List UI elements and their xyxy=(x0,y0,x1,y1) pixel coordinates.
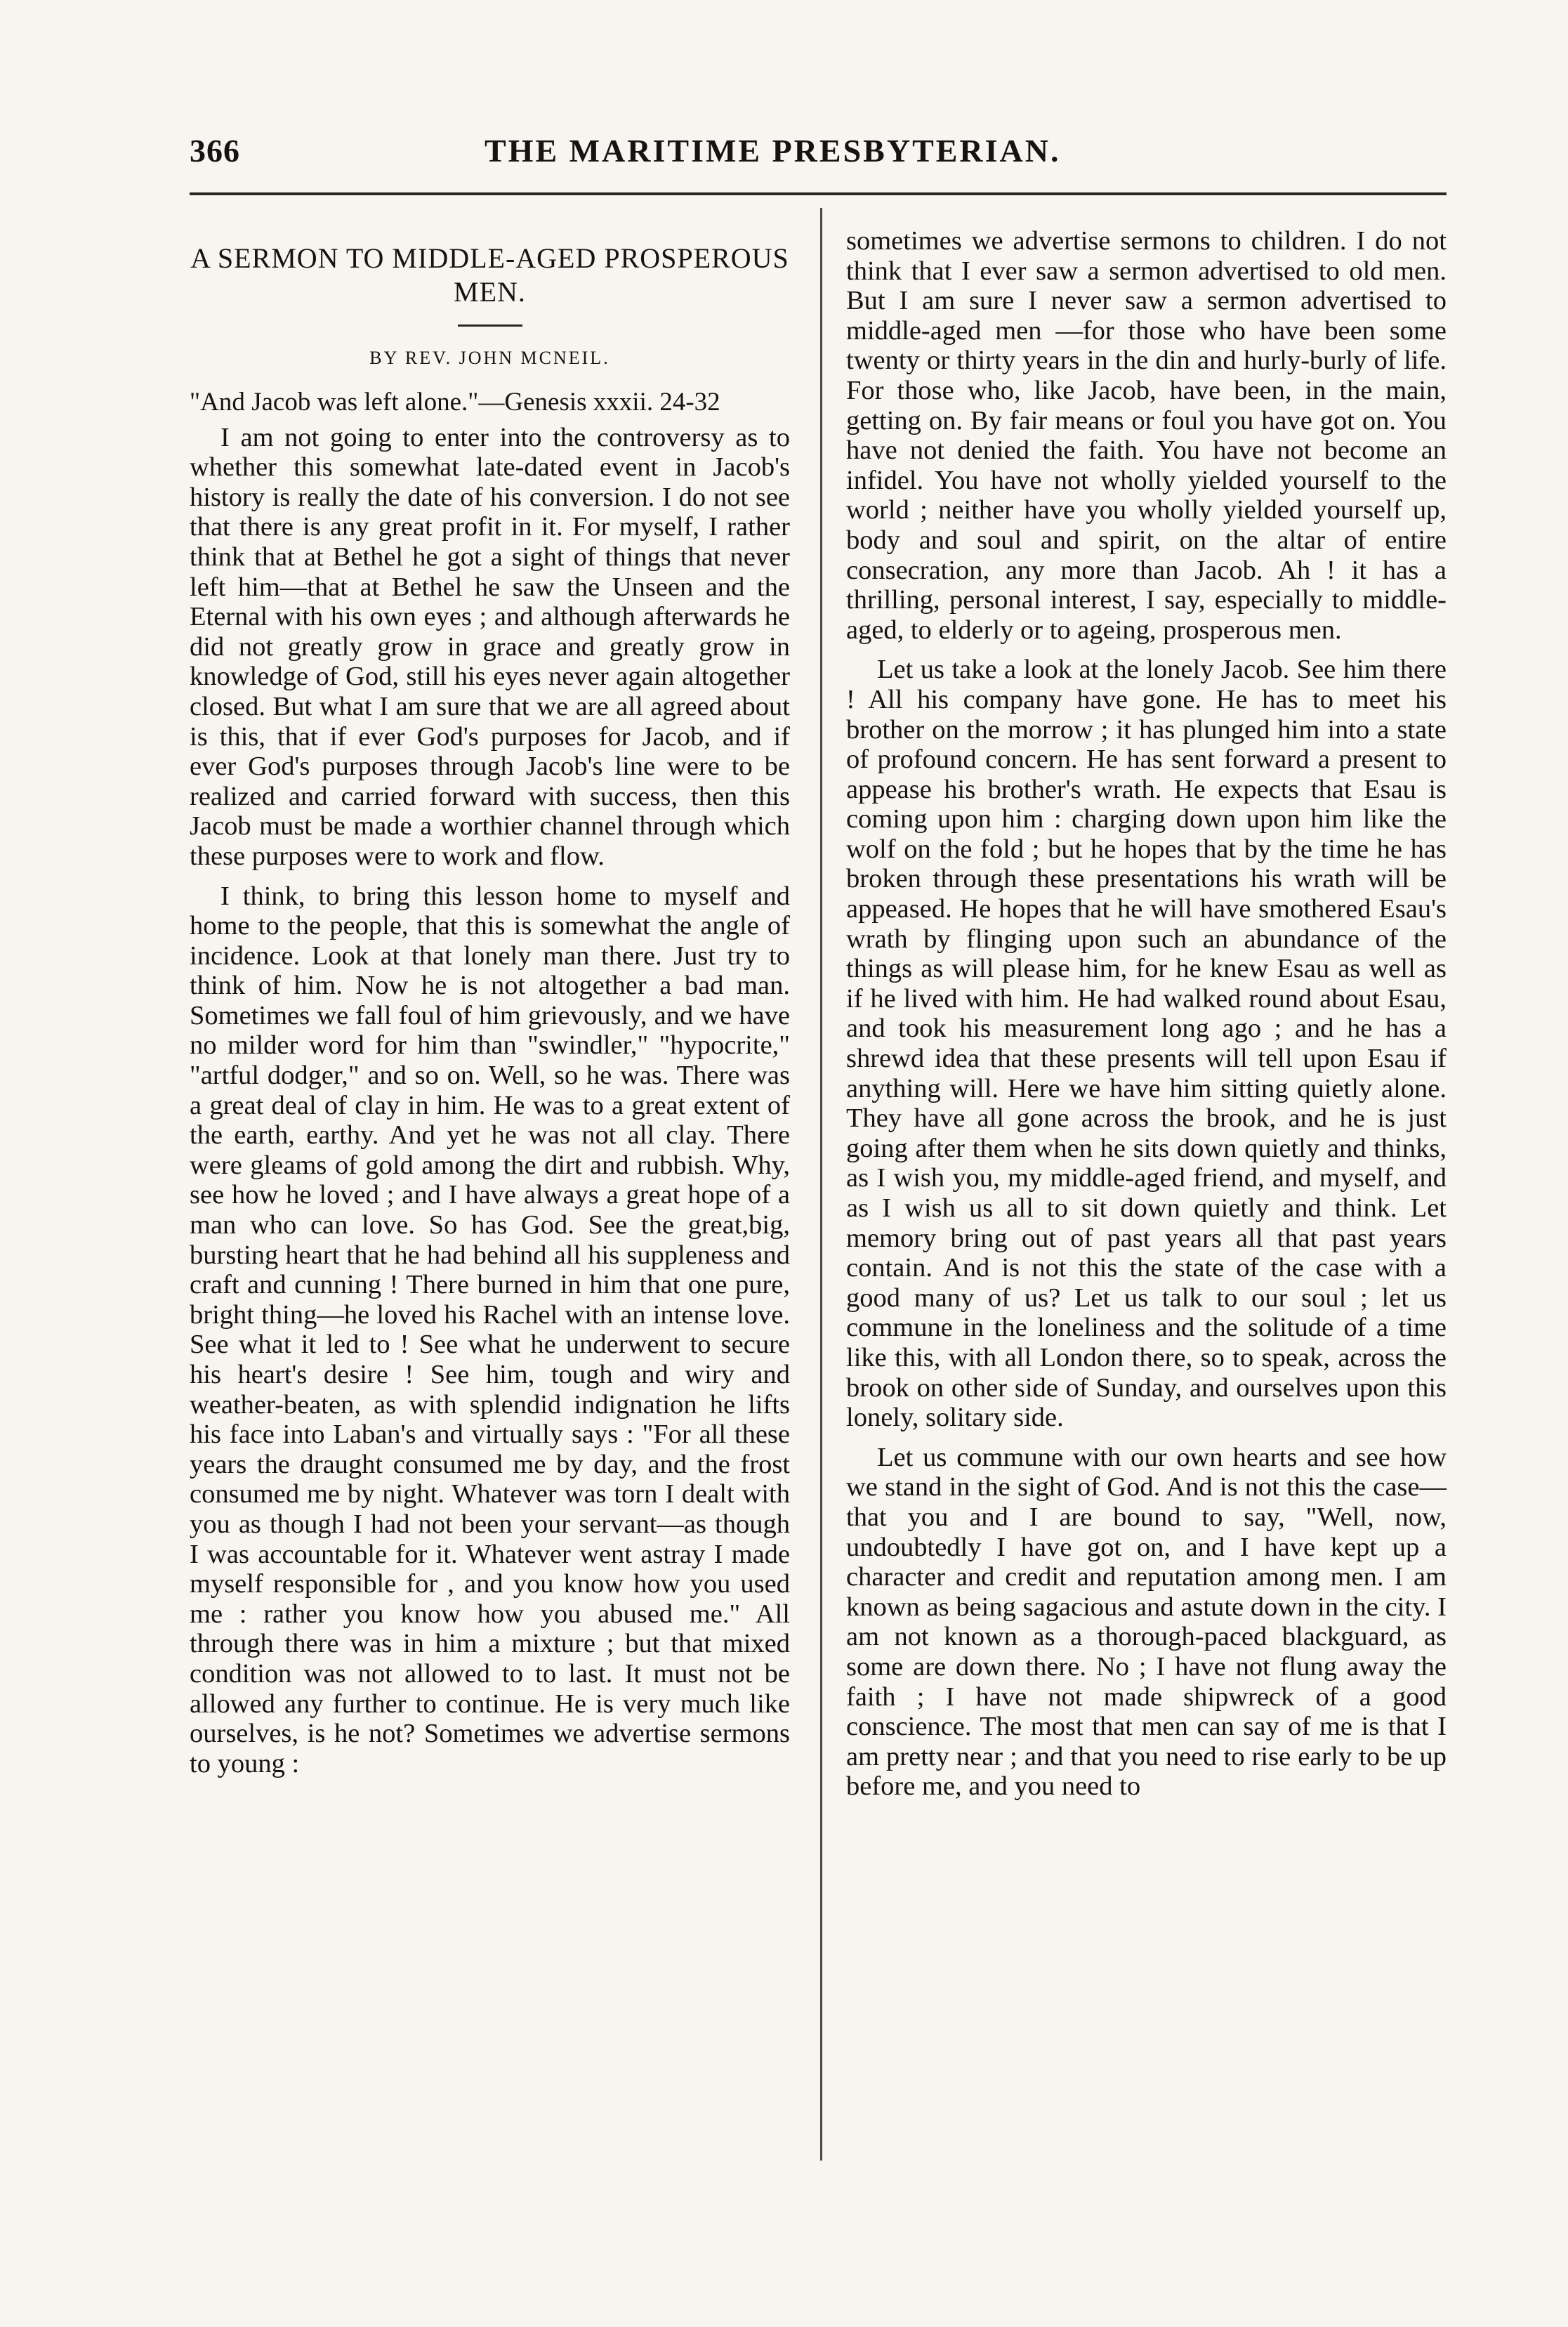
header-rule xyxy=(190,192,1447,195)
article-title: A SERMON TO MIDDLE-AGED PROSPEROUS MEN. xyxy=(190,242,789,308)
journal-title: THE MARITIME PRESBYTERIAN. xyxy=(485,133,1061,169)
left-column xyxy=(190,211,790,1778)
right-column xyxy=(846,226,1447,1802)
column-divider xyxy=(820,208,822,2161)
epigraph: "And Jacob was left alone."—Genesis xxxii. 24-32 xyxy=(190,387,720,417)
paragraph: Let us commune with our own hearts and see how we stand in the sight of God. And is not this the case—that you and I are bound to say, "Well, now, undoubtedly I have got on, and I have kept up a character and credit and reputation among men. I am known as being sagacious and astute down in the city. I am not known as a thorough-paced blackguard, as some are down there. No ; I have not flung away the faith ; I have not made shipwreck of a good conscience. The most that men can say of me is that I am pretty near ; and that you need to rise early to be up before me, and you need to xyxy=(846,1442,1447,1802)
paragraph: I think, to bring this lesson home to myself and home to the people, that this is somewhat the angle of incidence. Look at that lonely man there. Just try to think of him. Now he is not altogether a bad man. Sometimes we fall foul of him grievously, and we have no milder word for him than "swindler," "hypocrite," "artful dodger," and so on. Well, so he was. There was a great deal of clay in him. He was to a great extent of the earth, earthy. And yet he was not all clay. There were gleams of gold among the dirt and rubbish. Why, see how he loved ; and I have always a great hope of a man who can love. So has God. See the great,big, bursting heart that he had behind all his suppleness and craft and cunning ! There burned in him that one pure, bright thing—he loved his Rachel with an intense love. See what it led to ! See what he underwent to secure his heart's desire ! See him, tough and wiry and weather-beaten, as with splendid indignation he lifts his face into Laban's and virtually says : "For all these years the draught consumed me by day, and the frost consumed me by night. Whatever was torn I dealt with you as though I had not been your servant—as though I was accountable for it. Whatever went astray I made myself responsible for , and you know how you used me : rather you know how you abused me." All through there was in him a mixture ; but that mixed condition was not allowed to to last. It must not be allowed any further to continue. He is very much like ourselves, is he not? Sometimes we advertise sermons to young : xyxy=(190,881,790,1778)
byline: BY REV. JOHN MCNEIL. xyxy=(369,348,610,368)
paragraph: Let us take a look at the lonely Jacob. See him there ! All his company have gone. He has to meet his brother on the morrow ; it has plunged him into a state of profound concern. He has sent forward a present to appease his brother's wrath. He expects that Esau is coming upon him : charging down upon him like the wolf on the fold ; but he hopes that by the time he has broken through these presentations his wrath will be appeased. He hopes that he will have smothered Esau's wrath by flinging upon such an abundance of the things as will please him, for he knew Esau as well as if he lived with him. He had walked round about Esau, and took his measurement long ago ; and he has a shrewd idea that these presents will tell upon Esau if anything will. Here we have him sitting quietly alone. They have all gone across the brook, and he is just going after them when he sits down quietly and thinks, as I wish you, my middle-aged friend, and myself, and as I wish us all to sit down quietly and think. Let memory bring out of past years all that past years contain. And is not this the state of the case with a good many of us? Let us talk to our soul ; let us commune in the loneliness and the solitude of a time like this, with all London there, so to speak, across the brook on other side of Sunday, and ourselves upon this lonely, solitary side. xyxy=(846,655,1447,1433)
paragraph: sometimes we advertise sermons to children. I do not think that I ever saw a sermon advertised to old men. But I am sure I never saw a sermon advertised to middle-aged men —for those who have been some twenty or thirty years in the din and hurly-burly of life. For those who, like Jacob, have been, in the main, getting on. By fair means or foul you have got on. You have not denied the faith. You have not become an infidel. You have not wholly yielded yourself to the world ; neither have you wholly yielded yourself up, body and soul and spirit, on the altar of entire consecration, any more than Jacob. Ah ! it has a thrilling, personal interest, I say, especially to middle-aged, to elderly or to ageing, prosperous men. xyxy=(846,226,1447,645)
title-rule xyxy=(458,325,522,327)
page-header xyxy=(190,132,1447,174)
paragraph: I am not going to enter into the controversy as to whether this somewhat late-dated event in Jacob's history is really the date of his conversion. I do not see that there is any great profit in it. For myself, I rather think that at Bethel he got a sight of things that never left him—that at Bethel he saw the Unseen and the Eternal with his own eyes ; and although afterwards he did not greatly grow in grace and greatly grow in knowledge of God, still his eyes never again altogether closed. But what I am sure that we are all agreed about is this, that if ever God's purposes for Jacob, and if ever God's purposes through Jacob's line were to be realized and carried forward with success, then this Jacob must be made a worthier channel through which these purposes were to work and flow. xyxy=(190,422,790,871)
page-number: 366 xyxy=(190,133,240,169)
